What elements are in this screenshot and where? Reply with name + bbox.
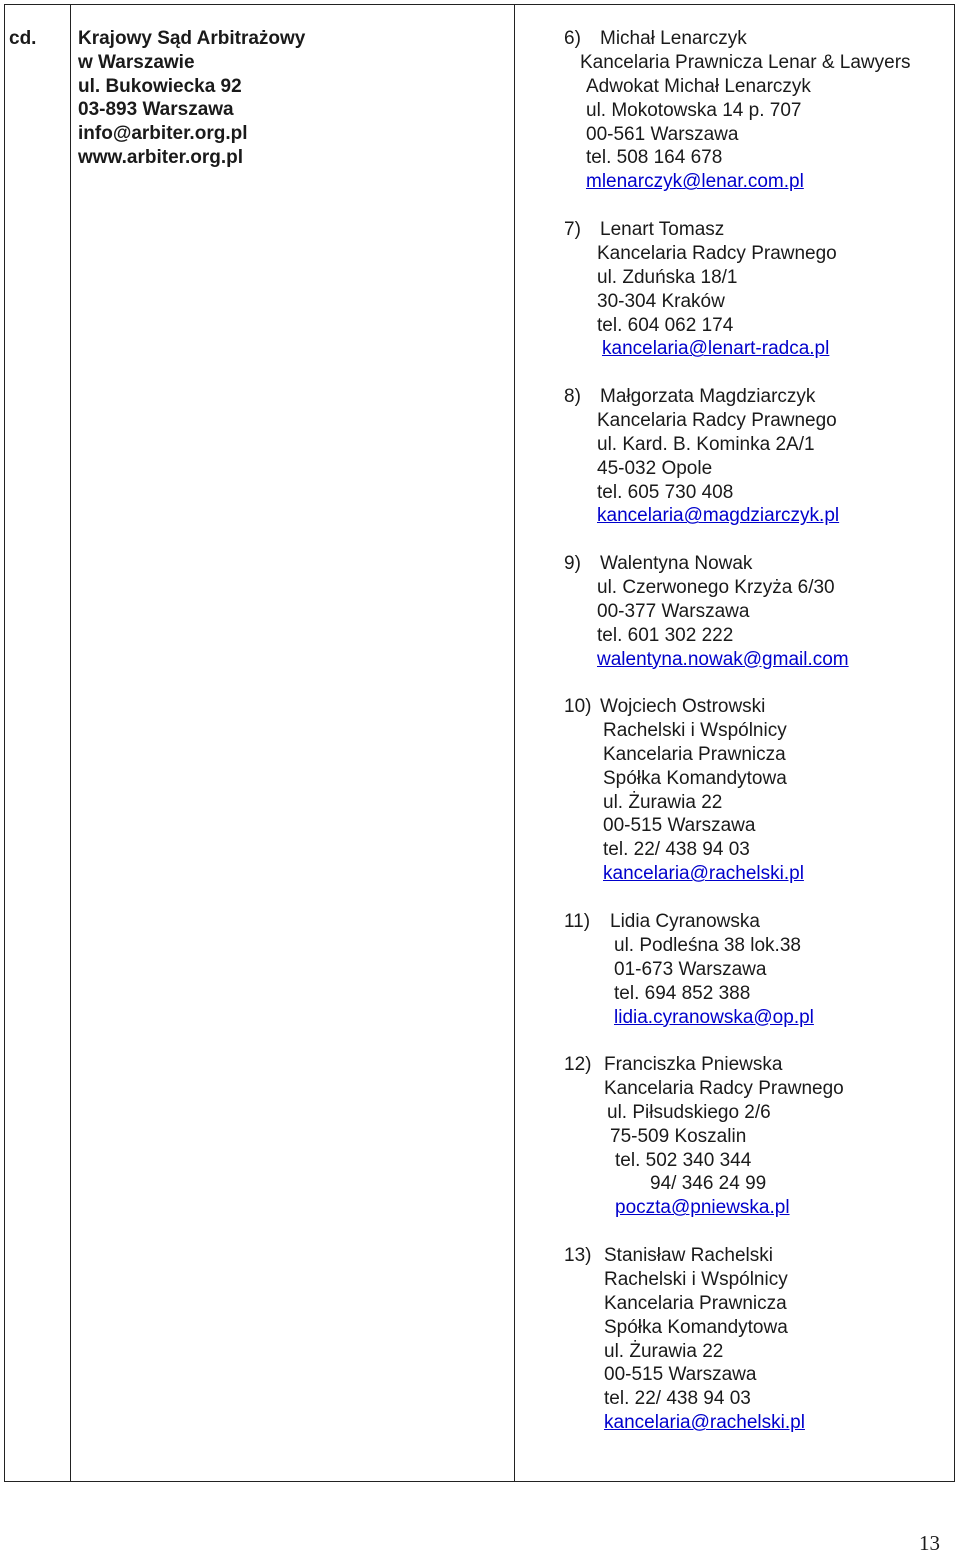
entry-name: Lidia Cyranowska bbox=[610, 911, 760, 932]
entry-email-link[interactable]: mlenarczyk@lenar.com.pl bbox=[586, 171, 804, 193]
entry-line: 00-561 Warszawa bbox=[586, 123, 739, 145]
court-website: www.arbiter.org.pl bbox=[78, 146, 244, 168]
entry-email-link[interactable]: walentyna.nowak@gmail.com bbox=[597, 648, 849, 670]
entry-email-link[interactable]: lidia.cyranowska@op.pl bbox=[614, 1006, 814, 1028]
entry-number: 9) bbox=[564, 553, 581, 574]
entry-name: Lenart Tomasz bbox=[600, 219, 725, 240]
entry-line: 00-377 Warszawa bbox=[597, 600, 750, 622]
entry-line: Spółka Komandytowa bbox=[604, 1316, 788, 1338]
entry-name: Walentyna Nowak bbox=[600, 553, 753, 574]
entry-line: Kancelaria Radcy Prawnego bbox=[597, 409, 837, 431]
entry-email-link[interactable]: kancelaria@magdziarczyk.pl bbox=[597, 505, 840, 527]
entry-line: 30-304 Kraków bbox=[597, 290, 725, 312]
entry-line: 75-509 Koszalin bbox=[610, 1125, 747, 1147]
entry-line: ul. Podleśna 38 lok.38 bbox=[614, 934, 801, 956]
entry-line: Kancelaria Radcy Prawnego bbox=[597, 242, 837, 264]
entry-line: ul. Kard. B. Kominka 2A/1 bbox=[597, 433, 815, 455]
entry-phone-alt: 94/ 346 24 99 bbox=[650, 1173, 767, 1195]
entry-line: Kancelaria Prawnicza bbox=[603, 743, 786, 765]
court-email: info@arbiter.org.pl bbox=[78, 123, 248, 145]
document-table bbox=[4, 4, 955, 1482]
entry-line: Kancelaria Prawnicza bbox=[604, 1292, 787, 1314]
entry-line: 00-515 Warszawa bbox=[603, 815, 756, 837]
entry-phone: tel. 604 062 174 bbox=[597, 314, 734, 336]
entry-number: 7) bbox=[564, 219, 581, 240]
entry-line: ul. Mokotowska 14 p. 707 bbox=[586, 99, 802, 121]
court-address-block bbox=[78, 27, 305, 170]
entry-number: 12) bbox=[564, 1054, 592, 1075]
court-postal: 03-893 Warszawa bbox=[78, 99, 234, 121]
entry-number: 11) bbox=[564, 911, 591, 932]
entry-line: ul. Zduńska 18/1 bbox=[597, 266, 738, 288]
court-name: Krajowy Sąd Arbitrażowy bbox=[78, 28, 306, 49]
entry-name: Wojciech Ostrowski bbox=[600, 696, 766, 717]
entry-email-link[interactable]: kancelaria@lenart-radca.pl bbox=[602, 338, 830, 360]
entry-line: ul. Czerwonego Krzyża 6/30 bbox=[597, 576, 835, 598]
continuation-marker: cd. bbox=[9, 28, 37, 49]
entry-line: Adwokat Michał Lenarczyk bbox=[586, 75, 811, 97]
entry-phone: tel. 605 730 408 bbox=[597, 481, 734, 503]
column-divider bbox=[514, 5, 515, 1481]
entry-line: Kancelaria Prawnicza Lenar & Lawyers bbox=[580, 51, 911, 73]
entry-line: ul. Żurawia 22 bbox=[604, 1340, 724, 1362]
entry-line: ul. Żurawia 22 bbox=[603, 791, 723, 813]
entry-line: Kancelaria Radcy Prawnego bbox=[604, 1077, 844, 1099]
page-number: 13 bbox=[919, 1531, 940, 1555]
court-city: w Warszawie bbox=[78, 51, 195, 73]
entry-number: 6) bbox=[564, 28, 581, 49]
entry-phone: tel. 22/ 438 94 03 bbox=[603, 839, 750, 861]
entry-line: 00-515 Warszawa bbox=[604, 1364, 757, 1386]
entry-line: Rachelski i Wspólnicy bbox=[604, 1268, 788, 1290]
entry-email-link[interactable]: poczta@pniewska.pl bbox=[615, 1197, 790, 1219]
entry-name: Franciszka Pniewska bbox=[604, 1054, 783, 1075]
entry-name: Michał Lenarczyk bbox=[600, 28, 747, 49]
entry-number: 13) bbox=[564, 1245, 592, 1266]
entry-line: ul. Piłsudskiego 2/6 bbox=[607, 1101, 771, 1123]
entry-phone: tel. 502 340 344 bbox=[615, 1149, 752, 1171]
entry-line: 01-673 Warszawa bbox=[614, 958, 767, 980]
entry-phone: tel. 601 302 222 bbox=[597, 624, 734, 646]
entry-email-link[interactable]: kancelaria@rachelski.pl bbox=[603, 863, 804, 885]
entry-line: Spółka Komandytowa bbox=[603, 767, 787, 789]
entry-phone: tel. 694 852 388 bbox=[614, 982, 751, 1004]
court-street: ul. Bukowiecka 92 bbox=[78, 75, 242, 97]
entry-email-link[interactable]: kancelaria@rachelski.pl bbox=[604, 1412, 805, 1434]
entry-number: 8) bbox=[564, 386, 581, 407]
entry-line: Rachelski i Wspólnicy bbox=[603, 719, 787, 741]
entry-phone: tel. 508 164 678 bbox=[586, 147, 723, 169]
entry-phone: tel. 22/ 438 94 03 bbox=[604, 1388, 751, 1410]
entry-number: 10) bbox=[564, 696, 592, 717]
column-divider bbox=[70, 5, 71, 1481]
entry-line: 45-032 Opole bbox=[597, 457, 713, 479]
entry-name: Małgorzata Magdziarczyk bbox=[600, 386, 816, 407]
entry-name: Stanisław Rachelski bbox=[604, 1245, 773, 1266]
